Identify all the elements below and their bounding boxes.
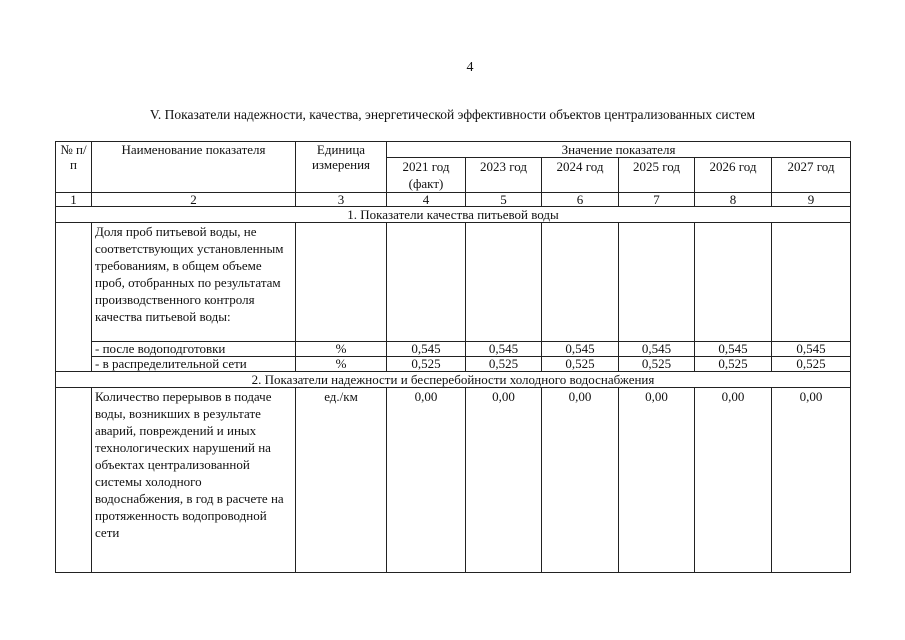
header-num: № п/п: [56, 142, 92, 193]
column-number: 4: [387, 193, 466, 207]
indicator-value: 0,00: [695, 388, 772, 573]
header-year: 2025 год: [619, 158, 695, 193]
empty-cell: [619, 223, 695, 342]
column-number: 8: [695, 193, 772, 207]
indicator-value: 0,525: [466, 357, 542, 372]
indicator-value: 0,00: [466, 388, 542, 573]
header-unit: Единица измерения: [296, 142, 387, 193]
column-number: 3: [296, 193, 387, 207]
indicator-value: 0,525: [772, 357, 851, 372]
indicator-value: 0,525: [542, 357, 619, 372]
section-1-description-row: [56, 223, 851, 342]
indicator-value: 0,545: [695, 342, 772, 357]
empty-cell: [772, 223, 851, 342]
indicator-unit: %: [296, 357, 387, 372]
indicator-unit: %: [296, 342, 387, 357]
indicator-value: 0,525: [387, 357, 466, 372]
indicator-value: 0,545: [542, 342, 619, 357]
indicator-value: 0,525: [619, 357, 695, 372]
indicator-name: - после водоподготовки: [92, 342, 296, 357]
table-row: [56, 342, 851, 357]
column-number: 9: [772, 193, 851, 207]
indicator-value: 0,545: [387, 342, 466, 357]
row-num-cell: [56, 223, 92, 372]
column-number: 7: [619, 193, 695, 207]
empty-cell: [387, 223, 466, 342]
column-number: 5: [466, 193, 542, 207]
header-year: 2026 год: [695, 158, 772, 193]
indicator-value: 0,00: [542, 388, 619, 573]
header-row-1: [56, 142, 851, 158]
empty-cell: [542, 223, 619, 342]
table-row: [56, 357, 851, 372]
header-year: 2021 год (факт): [387, 158, 466, 193]
indicator-value: 0,00: [387, 388, 466, 573]
column-number: 6: [542, 193, 619, 207]
column-number: 2: [92, 193, 296, 207]
header-values-group: Значение показателя: [387, 142, 851, 158]
page-number: 4: [466, 60, 474, 75]
indicator-name: Количество перерывов в подаче воды, возникших в результате аварий, повреждений и иных технологических нарушений на объектах централизованной системы холодного водоснабжения, в год в расчете на протяженность водопроводной сети: [92, 388, 296, 573]
indicator-value: 0,545: [772, 342, 851, 357]
section-2-title: 2. Показатели надежности и бесперебойности холодного водоснабжения: [56, 372, 851, 388]
indicator-value: 0,00: [619, 388, 695, 573]
empty-cell: [296, 223, 387, 342]
indicators-table: [55, 141, 851, 573]
indicator-unit: ед./км: [296, 388, 387, 573]
indicator-value: 0,545: [466, 342, 542, 357]
indicator-value: 0,545: [619, 342, 695, 357]
header-year: 2027 год: [772, 158, 851, 193]
section-1-description: Доля проб питьевой воды, не соответствующих установленным требованиям, в общем объеме проб, отобранных по результатам производственного контроля качества питьевой воды:: [92, 223, 296, 342]
header-name: Наименование показателя: [92, 142, 296, 193]
column-numbers-row: [56, 193, 851, 207]
section-2-header: [56, 372, 851, 388]
table-row: [56, 388, 851, 573]
column-number: 1: [56, 193, 92, 207]
empty-cell: [466, 223, 542, 342]
indicator-value: 0,525: [695, 357, 772, 372]
section-title: V. Показатели надежности, качества, энергетической эффективности объектов централизованных систем: [149, 107, 756, 122]
header-year: 2023 год: [466, 158, 542, 193]
row-num-cell: [56, 388, 92, 573]
indicator-value: 0,00: [772, 388, 851, 573]
empty-cell: [695, 223, 772, 342]
indicator-name: - в распределительной сети: [92, 357, 296, 372]
section-1-title: 1. Показатели качества питьевой воды: [56, 207, 851, 223]
section-1-header: [56, 207, 851, 223]
header-year: 2024 год: [542, 158, 619, 193]
